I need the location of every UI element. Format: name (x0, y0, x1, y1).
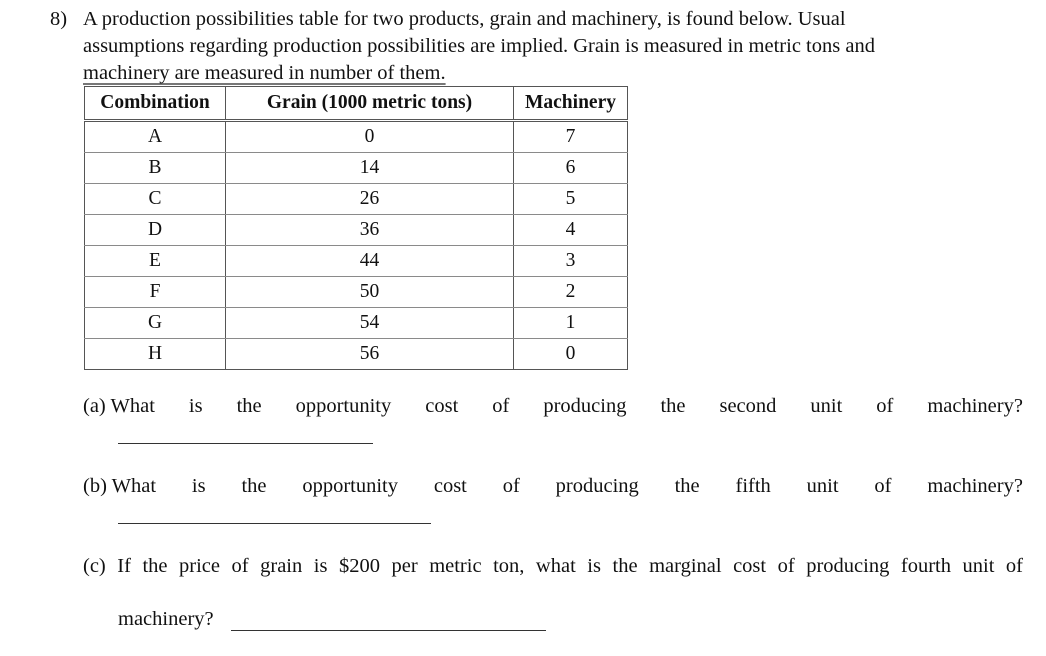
part-a-word: machinery? (927, 395, 1023, 417)
part-c-line-1: (c) If the price of grain is $200 per metric ton, what is the marginal cost of producing fourth unit of (83, 555, 1023, 577)
table-row (85, 246, 628, 277)
cell-combination: D (85, 215, 226, 246)
table-row (85, 184, 628, 215)
part-a-word: (a) What (83, 395, 155, 417)
cell-grain: 14 (226, 153, 514, 184)
part-a-word: producing (543, 395, 627, 417)
cell-machinery: 2 (514, 277, 628, 308)
cell-grain: 0 (226, 121, 514, 153)
part-b-word: the (241, 475, 267, 497)
part-b-word: unit (806, 475, 839, 497)
cell-machinery: 1 (514, 308, 628, 339)
cell-machinery: 4 (514, 215, 628, 246)
part-b-word: of (874, 475, 892, 497)
part-c-line-2: machinery? (118, 608, 214, 630)
table-row (85, 121, 628, 153)
part-b-word: (b) What (83, 475, 157, 497)
part-c-question-continued (118, 606, 214, 633)
part-a-answer-blank[interactable] (118, 443, 373, 444)
part-a-word: cost (425, 395, 459, 417)
part-c-answer-blank[interactable] (231, 630, 546, 631)
cell-combination: A (85, 121, 226, 153)
cell-machinery: 7 (514, 121, 628, 153)
table-row (85, 339, 628, 370)
part-a-word: unit (810, 395, 843, 417)
cell-combination: C (85, 184, 226, 215)
question-number: 8) (50, 8, 68, 30)
header-combination: Combination (85, 87, 226, 121)
part-b-word: machinery? (927, 475, 1023, 497)
table-row (85, 215, 628, 246)
intro-line: machinery are measured in number of them. (83, 62, 446, 84)
part-a-word: of (492, 395, 510, 417)
table-row (85, 277, 628, 308)
part-b-word: is (191, 475, 206, 497)
table-row (85, 308, 628, 339)
part-a-word: of (876, 395, 894, 417)
part-a-word: is (188, 395, 203, 417)
part-a-word: second (719, 395, 777, 417)
cell-combination: F (85, 277, 226, 308)
part-b-word: the (674, 475, 700, 497)
cell-combination: H (85, 339, 226, 370)
header-grain: Grain (1000 metric tons) (226, 87, 514, 121)
cell-grain: 50 (226, 277, 514, 308)
cell-combination: B (85, 153, 226, 184)
part-b-word: of (502, 475, 520, 497)
table-row (85, 153, 628, 184)
cell-machinery: 3 (514, 246, 628, 277)
production-possibilities-table (84, 86, 628, 370)
table-header-row (85, 87, 628, 121)
part-b-word: producing (555, 475, 639, 497)
cell-grain: 56 (226, 339, 514, 370)
part-c-question (83, 553, 1023, 580)
cell-combination: E (85, 246, 226, 277)
question-intro (83, 6, 1023, 87)
part-b-word: opportunity (302, 475, 398, 497)
part-b-word: cost (433, 475, 467, 497)
part-b-word: fifth (735, 475, 771, 497)
cell-combination: G (85, 308, 226, 339)
cell-machinery: 0 (514, 339, 628, 370)
part-b-question (83, 473, 1023, 500)
header-machinery: Machinery (514, 87, 628, 121)
part-a-word: opportunity (295, 395, 392, 417)
cell-machinery: 5 (514, 184, 628, 215)
cell-machinery: 6 (514, 153, 628, 184)
cell-grain: 36 (226, 215, 514, 246)
part-a-word: the (660, 395, 686, 417)
cell-grain: 26 (226, 184, 514, 215)
cell-grain: 44 (226, 246, 514, 277)
cell-grain: 54 (226, 308, 514, 339)
part-b-answer-blank[interactable] (118, 523, 431, 524)
part-a-word: the (236, 395, 262, 417)
intro-line: A production possibilities table for two products, grain and machinery, is found below. Usual (83, 8, 846, 30)
intro-line: assumptions regarding production possibilities are implied. Grain is measured in metric tons and (83, 35, 875, 57)
part-a-question (83, 393, 1023, 420)
